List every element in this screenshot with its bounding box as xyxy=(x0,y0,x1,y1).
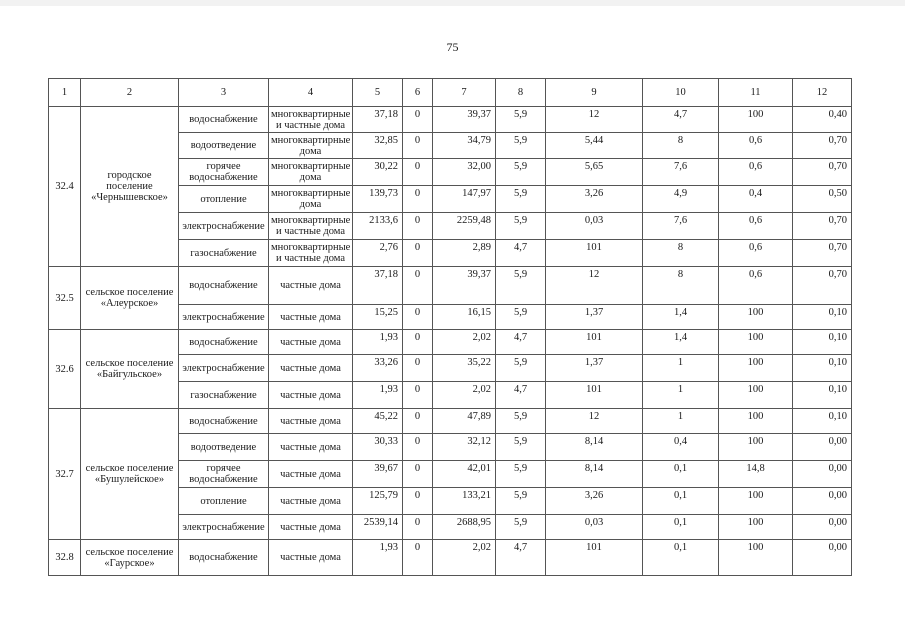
table-row xyxy=(49,330,852,355)
value-cell-c6: 0 xyxy=(403,409,433,434)
value-cell-c10: 0,1 xyxy=(643,540,719,576)
header-cell: 4 xyxy=(269,79,353,107)
housing-type-cell: частные дома xyxy=(269,267,353,305)
value-cell-c10: 8 xyxy=(643,133,719,159)
value-cell-c7: 2,02 xyxy=(433,382,496,409)
document-page xyxy=(0,6,905,640)
value-cell-c6: 0 xyxy=(403,159,433,186)
value-cell-c7: 42,01 xyxy=(433,461,496,488)
housing-type-cell: многоквартирные дома xyxy=(269,159,353,186)
value-cell-c9: 12 xyxy=(546,267,643,305)
header-cell: 8 xyxy=(496,79,546,107)
service-cell: отопление xyxy=(179,186,269,213)
value-cell-c5: 1,93 xyxy=(353,382,403,409)
value-cell-c11: 14,8 xyxy=(719,461,793,488)
value-cell-c11: 100 xyxy=(719,330,793,355)
value-cell-c11: 100 xyxy=(719,107,793,133)
value-cell-c10: 4,9 xyxy=(643,186,719,213)
value-cell-c11: 100 xyxy=(719,540,793,576)
service-cell: водоснабжение xyxy=(179,107,269,133)
value-cell-c12: 0,00 xyxy=(793,434,852,461)
header-cell: 9 xyxy=(546,79,643,107)
value-cell-c5: 39,67 xyxy=(353,461,403,488)
value-cell-c12: 0,10 xyxy=(793,355,852,382)
value-cell-c9: 1,37 xyxy=(546,305,643,330)
service-cell: горячее водоснабжение xyxy=(179,159,269,186)
value-cell-c8: 5,9 xyxy=(496,355,546,382)
value-cell-c8: 4,7 xyxy=(496,330,546,355)
header-row xyxy=(49,79,852,107)
tariff-table xyxy=(48,78,852,576)
value-cell-c8: 5,9 xyxy=(496,461,546,488)
value-cell-c5: 45,22 xyxy=(353,409,403,434)
value-cell-c7: 133,21 xyxy=(433,488,496,515)
header-cell: 7 xyxy=(433,79,496,107)
service-cell: отопление xyxy=(179,488,269,515)
value-cell-c11: 100 xyxy=(719,305,793,330)
service-cell: газоснабжение xyxy=(179,240,269,267)
value-cell-c6: 0 xyxy=(403,186,433,213)
page-number: 75 xyxy=(446,40,459,54)
housing-type-cell: многоквартирные дома xyxy=(269,133,353,159)
value-cell-c9: 5,44 xyxy=(546,133,643,159)
value-cell-c5: 30,22 xyxy=(353,159,403,186)
value-cell-c5: 139,73 xyxy=(353,186,403,213)
value-cell-c5: 2133,6 xyxy=(353,213,403,240)
value-cell-c9: 5,65 xyxy=(546,159,643,186)
value-cell-c5: 125,79 xyxy=(353,488,403,515)
value-cell-c9: 3,26 xyxy=(546,186,643,213)
group-id-cell: 32.5 xyxy=(49,267,81,330)
housing-type-cell: частные дома xyxy=(269,382,353,409)
value-cell-c9: 8,14 xyxy=(546,434,643,461)
value-cell-c12: 0,40 xyxy=(793,107,852,133)
service-cell: водоснабжение xyxy=(179,330,269,355)
value-cell-c6: 0 xyxy=(403,461,433,488)
value-cell-c5: 1,93 xyxy=(353,330,403,355)
value-cell-c12: 0,10 xyxy=(793,382,852,409)
value-cell-c12: 0,00 xyxy=(793,515,852,540)
value-cell-c6: 0 xyxy=(403,107,433,133)
value-cell-c6: 0 xyxy=(403,213,433,240)
value-cell-c11: 100 xyxy=(719,355,793,382)
value-cell-c5: 33,26 xyxy=(353,355,403,382)
value-cell-c10: 7,6 xyxy=(643,213,719,240)
value-cell-c7: 35,22 xyxy=(433,355,496,382)
value-cell-c9: 3,26 xyxy=(546,488,643,515)
service-cell: горячее водоснабжение xyxy=(179,461,269,488)
value-cell-c7: 147,97 xyxy=(433,186,496,213)
value-cell-c7: 2688,95 xyxy=(433,515,496,540)
value-cell-c8: 5,9 xyxy=(496,186,546,213)
value-cell-c11: 0,6 xyxy=(719,213,793,240)
value-cell-c12: 0,70 xyxy=(793,159,852,186)
value-cell-c6: 0 xyxy=(403,133,433,159)
value-cell-c8: 5,9 xyxy=(496,267,546,305)
value-cell-c11: 0,6 xyxy=(719,240,793,267)
value-cell-c11: 0,6 xyxy=(719,267,793,305)
value-cell-c8: 5,9 xyxy=(496,434,546,461)
value-cell-c11: 100 xyxy=(719,515,793,540)
settlement-name-cell: сельское поселение «Алеурское» xyxy=(81,267,179,330)
value-cell-c7: 34,79 xyxy=(433,133,496,159)
value-cell-c10: 1 xyxy=(643,355,719,382)
value-cell-c7: 2,02 xyxy=(433,540,496,576)
value-cell-c9: 101 xyxy=(546,240,643,267)
value-cell-c6: 0 xyxy=(403,330,433,355)
service-cell: электроснабжение xyxy=(179,213,269,240)
header-cell: 6 xyxy=(403,79,433,107)
value-cell-c10: 1,4 xyxy=(643,305,719,330)
value-cell-c10: 1,4 xyxy=(643,330,719,355)
header-cell: 2 xyxy=(81,79,179,107)
value-cell-c8: 5,9 xyxy=(496,488,546,515)
value-cell-c9: 0,03 xyxy=(546,213,643,240)
value-cell-c11: 0,4 xyxy=(719,186,793,213)
value-cell-c6: 0 xyxy=(403,488,433,515)
value-cell-c5: 1,93 xyxy=(353,540,403,576)
value-cell-c8: 5,9 xyxy=(496,159,546,186)
value-cell-c9: 101 xyxy=(546,382,643,409)
group-id-cell: 32.8 xyxy=(49,540,81,576)
header-cell: 5 xyxy=(353,79,403,107)
value-cell-c7: 2259,48 xyxy=(433,213,496,240)
service-cell: водоснабжение xyxy=(179,540,269,576)
header-cell: 3 xyxy=(179,79,269,107)
housing-type-cell: многоквартирные и частные дома xyxy=(269,107,353,133)
value-cell-c7: 32,00 xyxy=(433,159,496,186)
value-cell-c8: 4,7 xyxy=(496,240,546,267)
service-cell: электроснабжение xyxy=(179,355,269,382)
value-cell-c5: 37,18 xyxy=(353,107,403,133)
header-cell: 11 xyxy=(719,79,793,107)
value-cell-c5: 15,25 xyxy=(353,305,403,330)
value-cell-c10: 7,6 xyxy=(643,159,719,186)
value-cell-c5: 37,18 xyxy=(353,267,403,305)
settlement-name-cell: городское поселение «Чернышевское» xyxy=(81,107,179,267)
value-cell-c12: 0,70 xyxy=(793,267,852,305)
service-cell: электроснабжение xyxy=(179,515,269,540)
value-cell-c12: 0,70 xyxy=(793,133,852,159)
value-cell-c9: 12 xyxy=(546,409,643,434)
value-cell-c12: 0,00 xyxy=(793,488,852,515)
value-cell-c6: 0 xyxy=(403,434,433,461)
value-cell-c6: 0 xyxy=(403,540,433,576)
value-cell-c8: 5,9 xyxy=(496,515,546,540)
housing-type-cell: частные дома xyxy=(269,330,353,355)
value-cell-c8: 4,7 xyxy=(496,382,546,409)
value-cell-c12: 0,10 xyxy=(793,409,852,434)
value-cell-c5: 2,76 xyxy=(353,240,403,267)
value-cell-c12: 0,50 xyxy=(793,186,852,213)
housing-type-cell: многоквартирные и частные дома xyxy=(269,213,353,240)
value-cell-c7: 32,12 xyxy=(433,434,496,461)
value-cell-c8: 5,9 xyxy=(496,107,546,133)
header-cell: 12 xyxy=(793,79,852,107)
group-id-cell: 32.6 xyxy=(49,330,81,409)
value-cell-c6: 0 xyxy=(403,355,433,382)
housing-type-cell: частные дома xyxy=(269,540,353,576)
value-cell-c7: 16,15 xyxy=(433,305,496,330)
value-cell-c9: 101 xyxy=(546,330,643,355)
value-cell-c12: 0,10 xyxy=(793,330,852,355)
value-cell-c10: 1 xyxy=(643,382,719,409)
value-cell-c11: 100 xyxy=(719,488,793,515)
value-cell-c6: 0 xyxy=(403,515,433,540)
housing-type-cell: частные дома xyxy=(269,461,353,488)
housing-type-cell: частные дома xyxy=(269,409,353,434)
header-cell: 10 xyxy=(643,79,719,107)
value-cell-c7: 2,02 xyxy=(433,330,496,355)
settlement-name-cell: сельское поселение «Гаурское» xyxy=(81,540,179,576)
settlement-name-cell: сельское поселение «Бушулейское» xyxy=(81,409,179,540)
value-cell-c9: 8,14 xyxy=(546,461,643,488)
value-cell-c11: 100 xyxy=(719,409,793,434)
value-cell-c8: 5,9 xyxy=(496,213,546,240)
value-cell-c10: 0,4 xyxy=(643,434,719,461)
group-id-cell: 32.4 xyxy=(49,107,81,267)
value-cell-c8: 5,9 xyxy=(496,305,546,330)
value-cell-c10: 4,7 xyxy=(643,107,719,133)
value-cell-c11: 0,6 xyxy=(719,159,793,186)
header-cell: 1 xyxy=(49,79,81,107)
settlement-name-cell: сельское поселение «Байгульское» xyxy=(81,330,179,409)
value-cell-c12: 0,70 xyxy=(793,213,852,240)
value-cell-c5: 30,33 xyxy=(353,434,403,461)
value-cell-c8: 5,9 xyxy=(496,409,546,434)
value-cell-c7: 47,89 xyxy=(433,409,496,434)
service-cell: газоснабжение xyxy=(179,382,269,409)
value-cell-c10: 0,1 xyxy=(643,515,719,540)
housing-type-cell: многоквартирные и частные дома xyxy=(269,240,353,267)
value-cell-c10: 1 xyxy=(643,409,719,434)
value-cell-c12: 0,70 xyxy=(793,240,852,267)
table-row xyxy=(49,267,852,305)
value-cell-c7: 2,89 xyxy=(433,240,496,267)
value-cell-c12: 0,00 xyxy=(793,540,852,576)
service-cell: водоснабжение xyxy=(179,409,269,434)
service-cell: водоснабжение xyxy=(179,267,269,305)
service-cell: электроснабжение xyxy=(179,305,269,330)
value-cell-c10: 8 xyxy=(643,240,719,267)
table-row xyxy=(49,540,852,576)
value-cell-c11: 100 xyxy=(719,382,793,409)
group-id-cell: 32.7 xyxy=(49,409,81,540)
housing-type-cell: частные дома xyxy=(269,355,353,382)
service-cell: водоотведение xyxy=(179,133,269,159)
value-cell-c9: 1,37 xyxy=(546,355,643,382)
value-cell-c9: 12 xyxy=(546,107,643,133)
housing-type-cell: многоквартирные дома xyxy=(269,186,353,213)
value-cell-c7: 39,37 xyxy=(433,107,496,133)
value-cell-c9: 0,03 xyxy=(546,515,643,540)
value-cell-c6: 0 xyxy=(403,305,433,330)
value-cell-c10: 0,1 xyxy=(643,461,719,488)
value-cell-c6: 0 xyxy=(403,382,433,409)
value-cell-c5: 2539,14 xyxy=(353,515,403,540)
value-cell-c6: 0 xyxy=(403,240,433,267)
housing-type-cell: частные дома xyxy=(269,434,353,461)
housing-type-cell: частные дома xyxy=(269,305,353,330)
table-row xyxy=(49,107,852,133)
housing-type-cell: частные дома xyxy=(269,515,353,540)
value-cell-c7: 39,37 xyxy=(433,267,496,305)
value-cell-c6: 0 xyxy=(403,267,433,305)
value-cell-c5: 32,85 xyxy=(353,133,403,159)
value-cell-c8: 4,7 xyxy=(496,540,546,576)
value-cell-c10: 8 xyxy=(643,267,719,305)
value-cell-c11: 100 xyxy=(719,434,793,461)
value-cell-c10: 0,1 xyxy=(643,488,719,515)
table-row xyxy=(49,409,852,434)
value-cell-c12: 0,00 xyxy=(793,461,852,488)
value-cell-c8: 5,9 xyxy=(496,133,546,159)
value-cell-c9: 101 xyxy=(546,540,643,576)
value-cell-c12: 0,10 xyxy=(793,305,852,330)
service-cell: водоотведение xyxy=(179,434,269,461)
value-cell-c11: 0,6 xyxy=(719,133,793,159)
housing-type-cell: частные дома xyxy=(269,488,353,515)
